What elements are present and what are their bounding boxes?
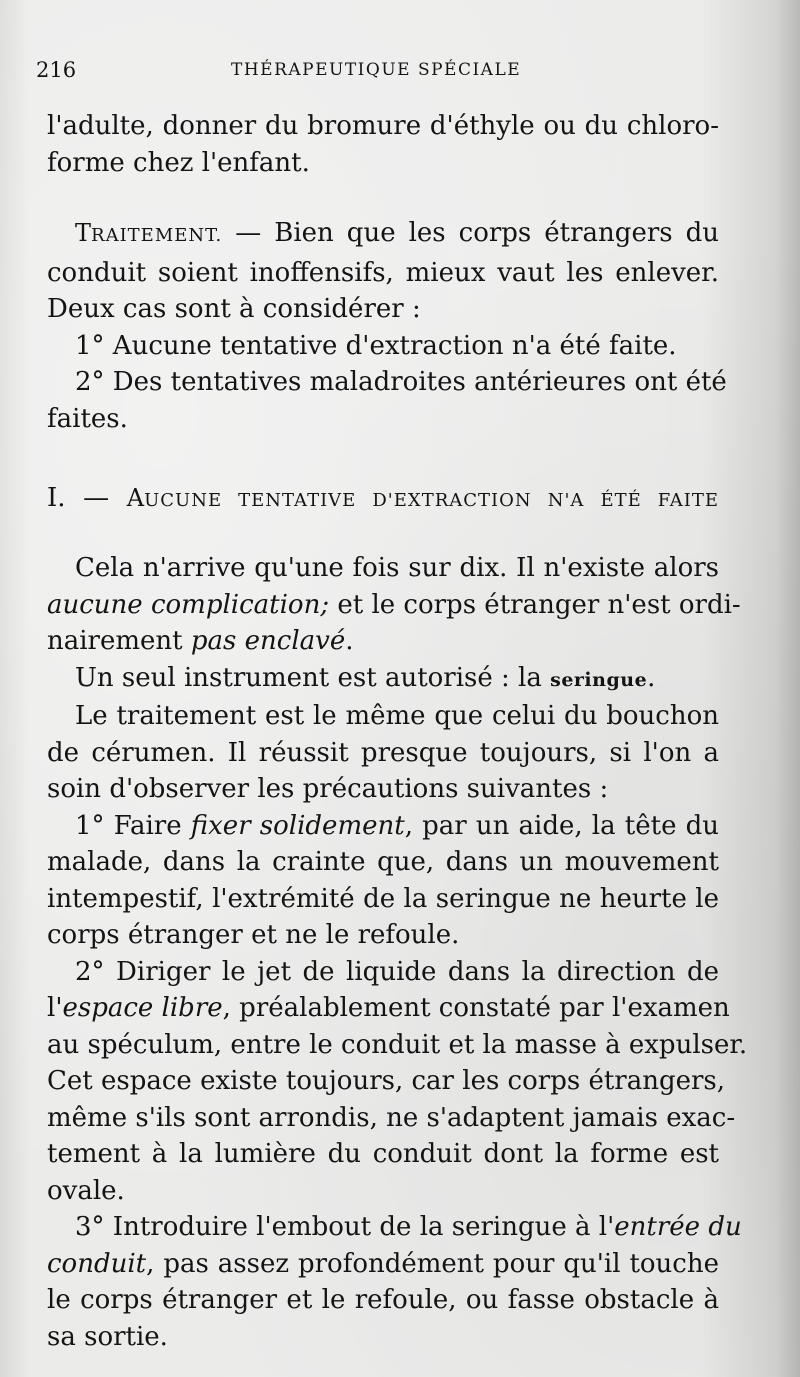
text-line: ovale. bbox=[47, 1175, 125, 1206]
page-edge-shadow bbox=[776, 0, 800, 1377]
emphasis: aucune complication; bbox=[47, 589, 330, 620]
emphasis: entrée du bbox=[614, 1212, 742, 1242]
section-heading bbox=[47, 480, 719, 520]
emphasis: conduit bbox=[47, 1248, 147, 1279]
running-title: THÉRAPEUTIQUE SPÉCIALE bbox=[231, 60, 522, 80]
text-fragment: , pas assez profondément pour qu'il touche bbox=[146, 1248, 719, 1279]
text-line bbox=[47, 623, 719, 660]
text-fragment: — Bien que les corps étrangers du bbox=[222, 218, 719, 248]
text-line: Cela n'arrive qu'une fois sur dix. Il n'existe alors bbox=[75, 553, 719, 583]
text-line: au spéculum, entre le conduit et la masse à expulser. bbox=[47, 1029, 748, 1060]
text-line: le corps étranger et le refoule, ou fasse obstacle à bbox=[47, 1285, 719, 1315]
text-line: Le traitement est le même que celui du bouchon bbox=[75, 701, 719, 731]
text-fragment: et le corps étranger n'est ordi- bbox=[329, 589, 741, 620]
list-item-1: 1° Aucune tentative d'extraction n'a été faite. bbox=[75, 330, 677, 361]
text-line bbox=[47, 1246, 719, 1283]
text-line bbox=[47, 1209, 742, 1246]
text-line bbox=[47, 215, 719, 255]
paragraph-continuation bbox=[47, 108, 719, 181]
text-line: de cérumen. Il réussit presque toujours, si l'on a bbox=[47, 737, 719, 768]
emphasis: espace libre bbox=[62, 993, 223, 1023]
seringue-bold: seringue bbox=[550, 668, 648, 691]
text-fragment: , par un aide, la tête du bbox=[404, 810, 720, 841]
text-line bbox=[47, 587, 741, 624]
text-line: sa sortie. bbox=[47, 1321, 168, 1352]
text-line: 2° Diriger le jet de liquide dans la direction de bbox=[75, 956, 719, 987]
page-number: 216 bbox=[36, 58, 77, 82]
emphasis: fixer solidement bbox=[190, 810, 405, 841]
section-heading-initial: A bbox=[126, 484, 145, 512]
traitement-heading: RAITEMENT. bbox=[91, 225, 223, 246]
text-line bbox=[47, 990, 730, 1027]
text-line: l'adulte, donner du bromure d'éthyle ou du chloro- bbox=[47, 111, 719, 141]
page-header bbox=[36, 58, 716, 88]
text-line: Deux cas sont à considérer : bbox=[47, 294, 421, 324]
emphasis: pas enclavé bbox=[190, 626, 346, 656]
section-title: UCUNE TENTATIVE D'EXTRACTION N'A ÉTÉ FAITE bbox=[144, 490, 719, 511]
list-item-2: 2° Des tentatives maladroites antérieures ont été bbox=[75, 367, 727, 397]
text-line bbox=[47, 808, 719, 845]
text-line bbox=[47, 660, 719, 699]
section-number: I. — bbox=[47, 483, 127, 513]
text-line: conduit soient inoffensifs, mieux vaut les enlever. bbox=[47, 257, 719, 288]
paragraph-traitement bbox=[47, 215, 727, 437]
text-fragment: nairement bbox=[47, 626, 191, 656]
text-line: malade, dans la crainte que, dans un mouvement bbox=[47, 847, 719, 877]
text-fragment: , préalablement constaté par l'examen bbox=[222, 993, 730, 1023]
text-line: tement à la lumière du conduit dont la forme est bbox=[47, 1139, 719, 1169]
text-fragment: . bbox=[345, 626, 354, 656]
text-line: Cet espace existe toujours, car les corps étrangers, bbox=[47, 1066, 726, 1096]
text-line: faites. bbox=[47, 403, 128, 434]
traitement-heading-initial: T bbox=[75, 219, 92, 247]
text-line: corps étranger et ne le refoule. bbox=[47, 920, 460, 950]
text-line: soin d'observer les précautions suivantes : bbox=[47, 774, 609, 804]
text-line: intempestif, l'extrémité de la seringue ne heurte le bbox=[47, 883, 719, 914]
text-line: même s'ils sont arrondis, ne s'adaptent jamais exac- bbox=[47, 1102, 736, 1133]
section-heading-line bbox=[47, 480, 719, 520]
text-fragment: . bbox=[647, 662, 656, 693]
text-fragment: Un seul instrument est autorisé : la bbox=[75, 662, 551, 693]
text-fragment: 3° Introduire l'embout de la seringue à l' bbox=[75, 1212, 615, 1242]
text-line: forme chez l'enfant. bbox=[47, 147, 310, 178]
paragraph-body bbox=[47, 550, 748, 1355]
text-fragment: l' bbox=[47, 993, 63, 1023]
text-fragment: 1° Faire bbox=[75, 810, 191, 841]
